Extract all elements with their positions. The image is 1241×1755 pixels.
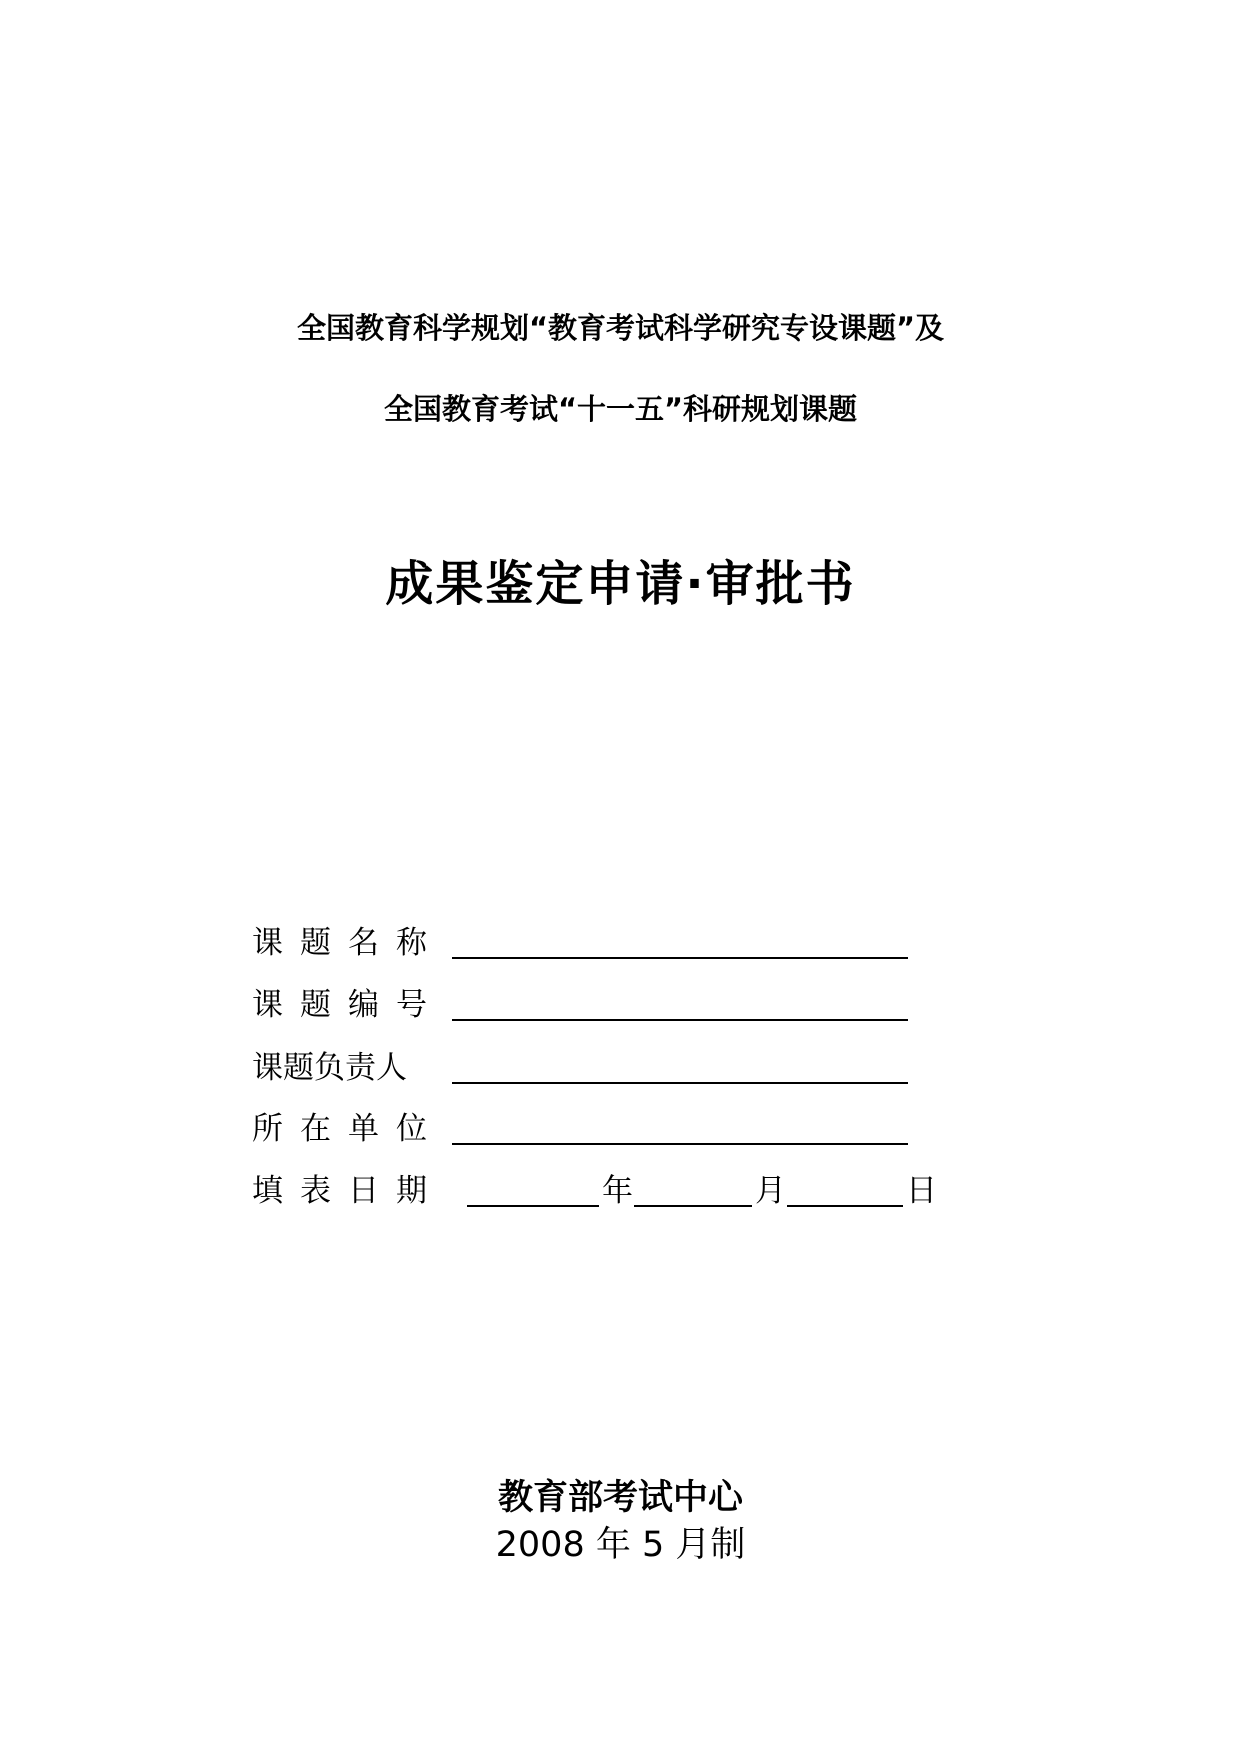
project-name-field[interactable] xyxy=(452,957,908,959)
form-row-project-number xyxy=(252,986,952,1030)
form-row-project-leader xyxy=(252,1049,952,1093)
project-leader-field[interactable] xyxy=(452,1082,908,1084)
project-leader-label: 课题负责人 xyxy=(252,1050,407,1086)
date-day-field[interactable] xyxy=(787,1205,903,1207)
publisher: 教育部考试中心 xyxy=(497,1478,743,1518)
document-title: 成果鉴定申请·审批书 xyxy=(385,556,856,612)
date-year-unit: 年 xyxy=(602,1173,633,1209)
header-line-1: 全国教育科学规划“教育考试科学研究专设课题”及 xyxy=(296,311,945,345)
project-number-label: 课题编号 xyxy=(252,987,444,1023)
project-number-field[interactable] xyxy=(452,1019,908,1021)
header-line-2: 全国教育考试“十一五”科研规划课题 xyxy=(383,392,858,426)
project-name-label: 课题名称 xyxy=(252,925,444,961)
form-row-fill-date xyxy=(252,1172,952,1216)
date-year-field[interactable] xyxy=(467,1205,599,1207)
date-month-field[interactable] xyxy=(634,1205,752,1207)
form-row-project-name xyxy=(252,924,952,968)
unit-label: 所在单位 xyxy=(252,1111,444,1147)
form-row-unit xyxy=(252,1110,952,1154)
unit-field[interactable] xyxy=(452,1143,908,1145)
date-day-unit: 日 xyxy=(906,1173,937,1209)
publish-date: 2008 年 5 月制 xyxy=(495,1525,746,1565)
fill-date-label: 填表日期 xyxy=(252,1173,444,1209)
date-month-unit: 月 xyxy=(755,1173,786,1209)
